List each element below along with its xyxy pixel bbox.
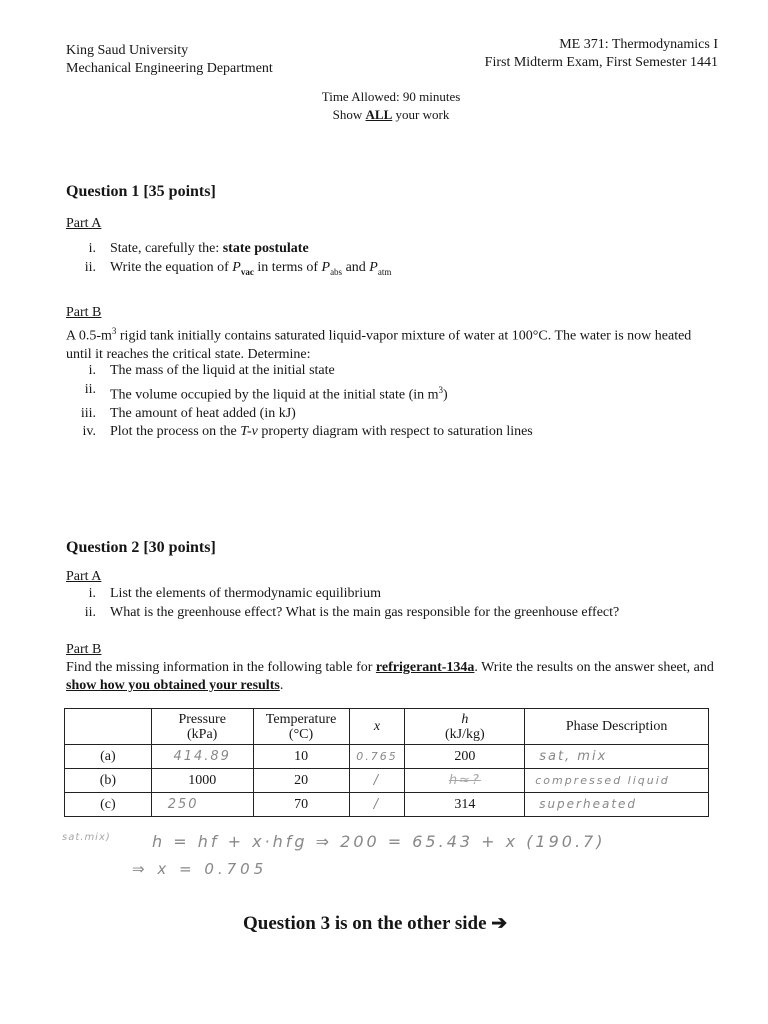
handwritten-prefix: sat.mix) xyxy=(62,832,111,843)
cell-h: h≈? xyxy=(405,769,525,793)
row-label: (a) xyxy=(65,745,152,769)
time-allowed: Time Allowed: 90 minutes xyxy=(321,89,461,104)
table-corner xyxy=(65,709,152,745)
cell-pressure: 250 xyxy=(151,793,253,817)
q1-partA-list xyxy=(52,240,702,281)
show-work: Show ALL your work xyxy=(332,107,450,122)
list-item: ii. Write the equation of $P_{vac}$ in terms of $P_{abs}$ and $P_{atm}$ xyxy=(84,259,392,277)
arrow-right-icon: ➔ xyxy=(491,913,508,934)
table-row xyxy=(65,745,709,769)
exam-title: First Midterm Exam, First Semester 1441 xyxy=(484,55,718,70)
q1-title: Question 1 [35 points] xyxy=(66,183,216,200)
q2-partA-list xyxy=(52,585,712,622)
cell-pressure: 1000 xyxy=(151,769,253,793)
table-row xyxy=(65,769,709,793)
handwritten-line-2: ⇒ x = 0.705 xyxy=(132,860,268,878)
list-item: ii. What is the greenhouse effect? What is the main gas responsible for the greenhouse effect? xyxy=(84,604,620,620)
list-item: i. State, carefully the: state postulate xyxy=(88,241,309,256)
list-item: iv. Plot the process on the T-v property diagram with respect to saturation lines xyxy=(82,424,533,440)
header-pressure: Pressure (kPa) xyxy=(151,709,253,745)
cell-temperature: 10 xyxy=(253,745,349,769)
course-title: ME 371: Thermodynamics I xyxy=(559,37,718,52)
header-left xyxy=(66,42,273,78)
q1-partB-intro: A $0.5-m^3$ rigid tank initially contains saturated liquid-vapor mixture of water at 100°C. The water is now heated until it reaches the critical state. Determine: xyxy=(66,326,692,362)
cell-x: 0.765 xyxy=(349,745,405,769)
table-header-row xyxy=(65,709,709,745)
cell-phase: sat, mix xyxy=(525,745,709,769)
r134a-table xyxy=(64,708,709,817)
cell-temperature: 20 xyxy=(253,769,349,793)
list-item: i. List the elements of thermodynamic equilibrium xyxy=(88,586,381,601)
q1-partB-list xyxy=(52,362,712,442)
university-name: King Saud University xyxy=(66,43,189,58)
header-right xyxy=(485,36,718,72)
cell-x: / xyxy=(349,793,405,817)
header-temperature: Temperature (°C) xyxy=(253,709,349,745)
cell-pressure: 414.89 xyxy=(151,745,253,769)
q2-partA-label: Part A xyxy=(66,569,102,584)
cell-phase: superheated xyxy=(525,793,709,817)
q2-partB-intro: Find the missing information in the following table for refrigerant-134a. Write the results on the answer sheet, and show how you obtained your results. xyxy=(66,660,714,693)
cell-phase: compressed liquid xyxy=(525,769,709,793)
department-name: Mechanical Engineering Department xyxy=(66,61,273,76)
list-item: iii. The amount of heat added (in kJ) xyxy=(80,405,296,421)
q1-partA-label: Part A xyxy=(66,216,102,231)
q2-partB-label: Part B xyxy=(66,642,102,657)
header-x: x xyxy=(349,709,405,745)
exam-instructions xyxy=(290,88,492,124)
q1-partB-label: Part B xyxy=(66,305,102,320)
header-h: h (kJ/kg) xyxy=(405,709,525,745)
row-label: (b) xyxy=(65,769,152,793)
header-phase: Phase Description xyxy=(525,709,709,745)
table-row xyxy=(65,793,709,817)
list-item: ii. The volume occupied by the liquid at the initial state (in $m^3$) xyxy=(84,381,448,403)
row-label: (c) xyxy=(65,793,152,817)
cell-h: 314 xyxy=(405,793,525,817)
q2-title: Question 2 [30 points] xyxy=(66,539,216,556)
cell-temperature: 70 xyxy=(253,793,349,817)
cell-h: 200 xyxy=(405,745,525,769)
handwritten-line-1: h = hf + x·hfg ⇒ 200 = 65.43 + x (190.7) xyxy=(152,832,606,851)
next-page-note: Question 3 is on the other side ➔ xyxy=(243,913,508,934)
list-item: i. The mass of the liquid at the initial state xyxy=(88,363,335,378)
cell-x: / xyxy=(349,769,405,793)
